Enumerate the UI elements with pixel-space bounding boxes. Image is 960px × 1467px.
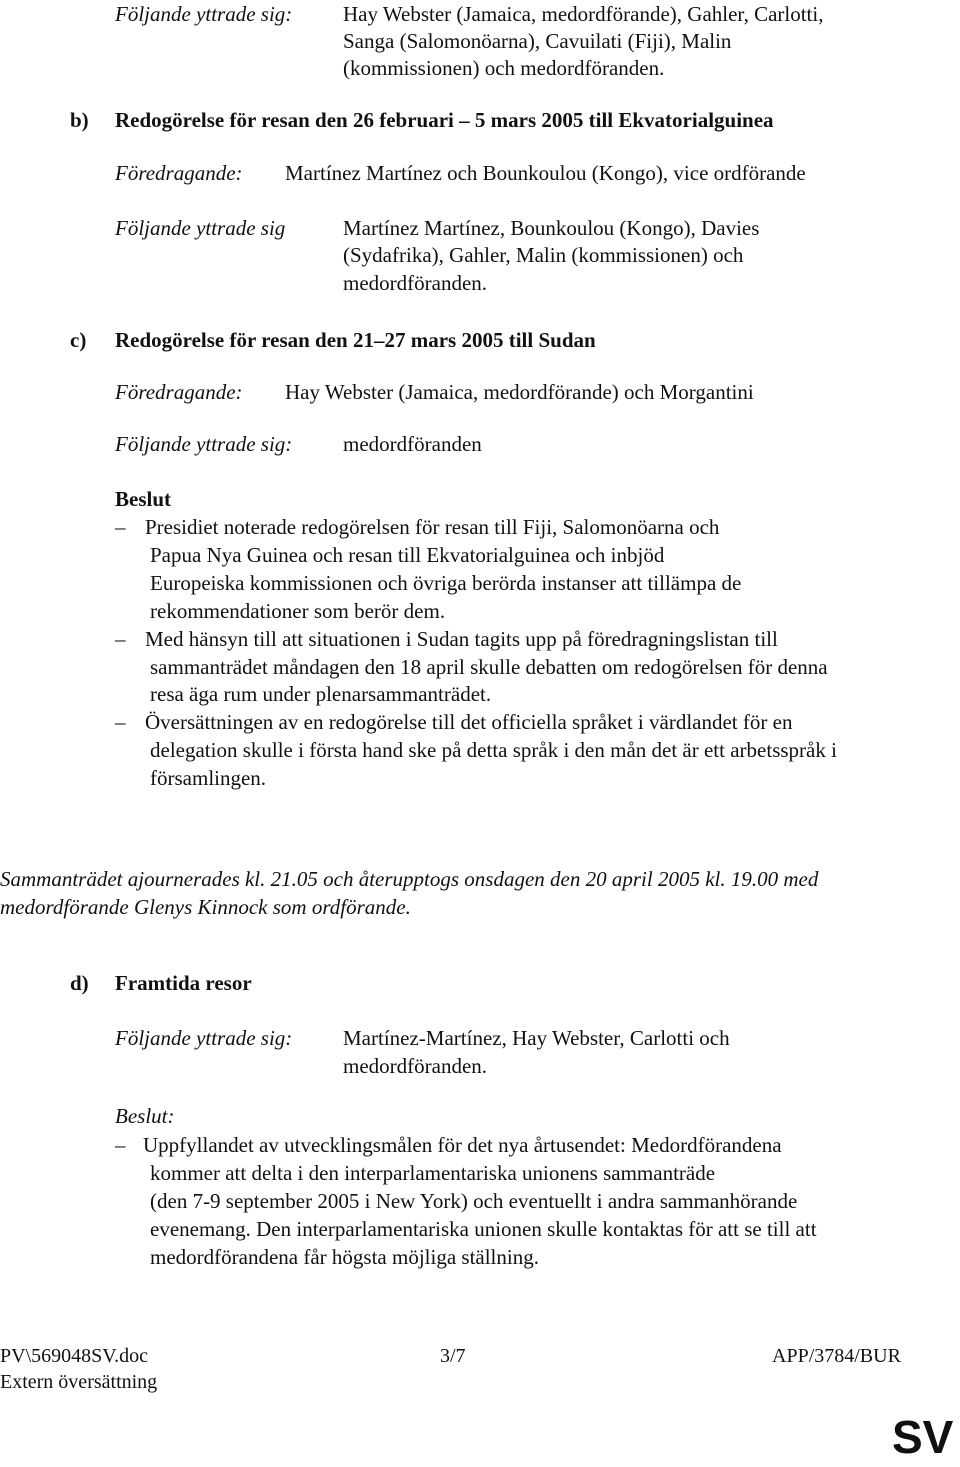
decision-item-line: sammanträdet måndagen den 18 april skulle debatten om redogörelsen för denna [150,655,828,679]
rapporteur-label: Föredragande: [115,380,243,404]
decision-heading: Beslut [115,487,172,511]
footer-file-name: PV\569048SV.doc [0,1345,148,1367]
decision-item-line: Uppfyllandet av utvecklingsmålen för det nya årtusendet: Medordförandena [143,1133,782,1157]
decision-item-line: Papua Nya Guinea och resan till Ekvatorialguinea och inbjöd [150,543,665,567]
section-marker: d) [70,971,89,995]
speakers-label: Följande yttrade sig: [115,432,293,456]
speakers-value: medordföranden [343,432,482,456]
rapporteur-value: Martínez Martínez och Bounkoulou (Kongo), vice ordförande [285,161,806,185]
section-heading: Redogörelse för resan den 21–27 mars 2005 till Sudan [115,328,596,352]
adjournment-line: medordförande Glenys Kinnock som ordförande. [0,895,411,919]
speakers-label: Följande yttrade sig: [115,1026,293,1050]
rapporteur-value: Hay Webster (Jamaica, medordförande) och Morgantini [285,380,754,404]
adjournment-line: Sammanträdet ajournerades kl. 21.05 och återupptogs onsdagen den 20 april 2005 kl. 19.00 med [0,867,819,891]
decision-item-line: (den 7-9 september 2005 i New York) och eventuellt i andra sammanhörande [150,1189,798,1213]
footer-translation-note: Extern översättning [0,1371,158,1393]
decision-item-line: Europeiska kommissionen och övriga berörda instanser att tillämpa de [150,571,742,595]
speakers-label: Följande yttrade sig: [115,2,293,26]
speakers-text-line: medordföranden. [343,1054,488,1078]
decision-item-line: medordförandena får högsta möjliga ställning. [150,1245,539,1269]
section-heading: Redogörelse för resan den 26 februari – 5 mars 2005 till Ekvatorialguinea [115,108,774,132]
speakers-text-line: Hay Webster (Jamaica, medordförande), Gahler, Carlotti, [343,2,824,26]
decision-item-line: resa äga rum under plenarsammanträdet. [150,682,492,706]
decision-item-line: rekommendationer som berör dem. [150,599,446,623]
section-marker: b) [70,108,89,132]
decision-item-line: Med hänsyn till att situationen i Sudan tagits upp på föredragningslistan till [145,627,778,651]
bullet-dash: – [115,515,126,539]
language-code: SV [892,1411,954,1463]
decision-item-line: evenemang. Den interparlamentariska unionen skulle kontaktas för att se till att [150,1217,817,1241]
speakers-text-line: (kommissionen) och medordföranden. [343,56,665,80]
rapporteur-label: Föredragande: [115,161,243,185]
section-marker: c) [70,328,87,352]
speakers-text-line: (Sydafrika), Gahler, Malin (kommissionen) och [343,243,744,267]
speakers-text-line: Sanga (Salomonöarna), Cavuilati (Fiji), Malin [343,29,732,53]
speakers-text-line: Martínez-Martínez, Hay Webster, Carlotti och [343,1026,730,1050]
bullet-dash: – [115,1133,126,1157]
footer-reference: APP/3784/BUR [772,1345,901,1367]
speakers-text-line: medordföranden. [343,271,488,295]
decision-item-line: kommer att delta i den interparlamentariska unionens sammanträde [150,1161,716,1185]
decision-item-line: Presidiet noterade redogörelsen för resan till Fiji, Salomonöarna och [145,515,720,539]
decision-heading: Beslut: [115,1104,175,1128]
decision-item-line: delegation skulle i första hand ske på detta språk i den mån det är ett arbetsspråk i [150,738,837,762]
speakers-text-line: Martínez Martínez, Bounkoulou (Kongo), Davies [343,216,760,240]
footer-page-number: 3/7 [440,1345,466,1367]
bullet-dash: – [115,710,126,734]
speakers-label: Följande yttrade sig [115,216,286,240]
section-heading: Framtida resor [115,971,252,995]
bullet-dash: – [115,627,126,651]
decision-item-line: församlingen. [150,766,267,790]
decision-item-line: Översättningen av en redogörelse till det officiella språket i värdlandet för en [145,710,793,734]
